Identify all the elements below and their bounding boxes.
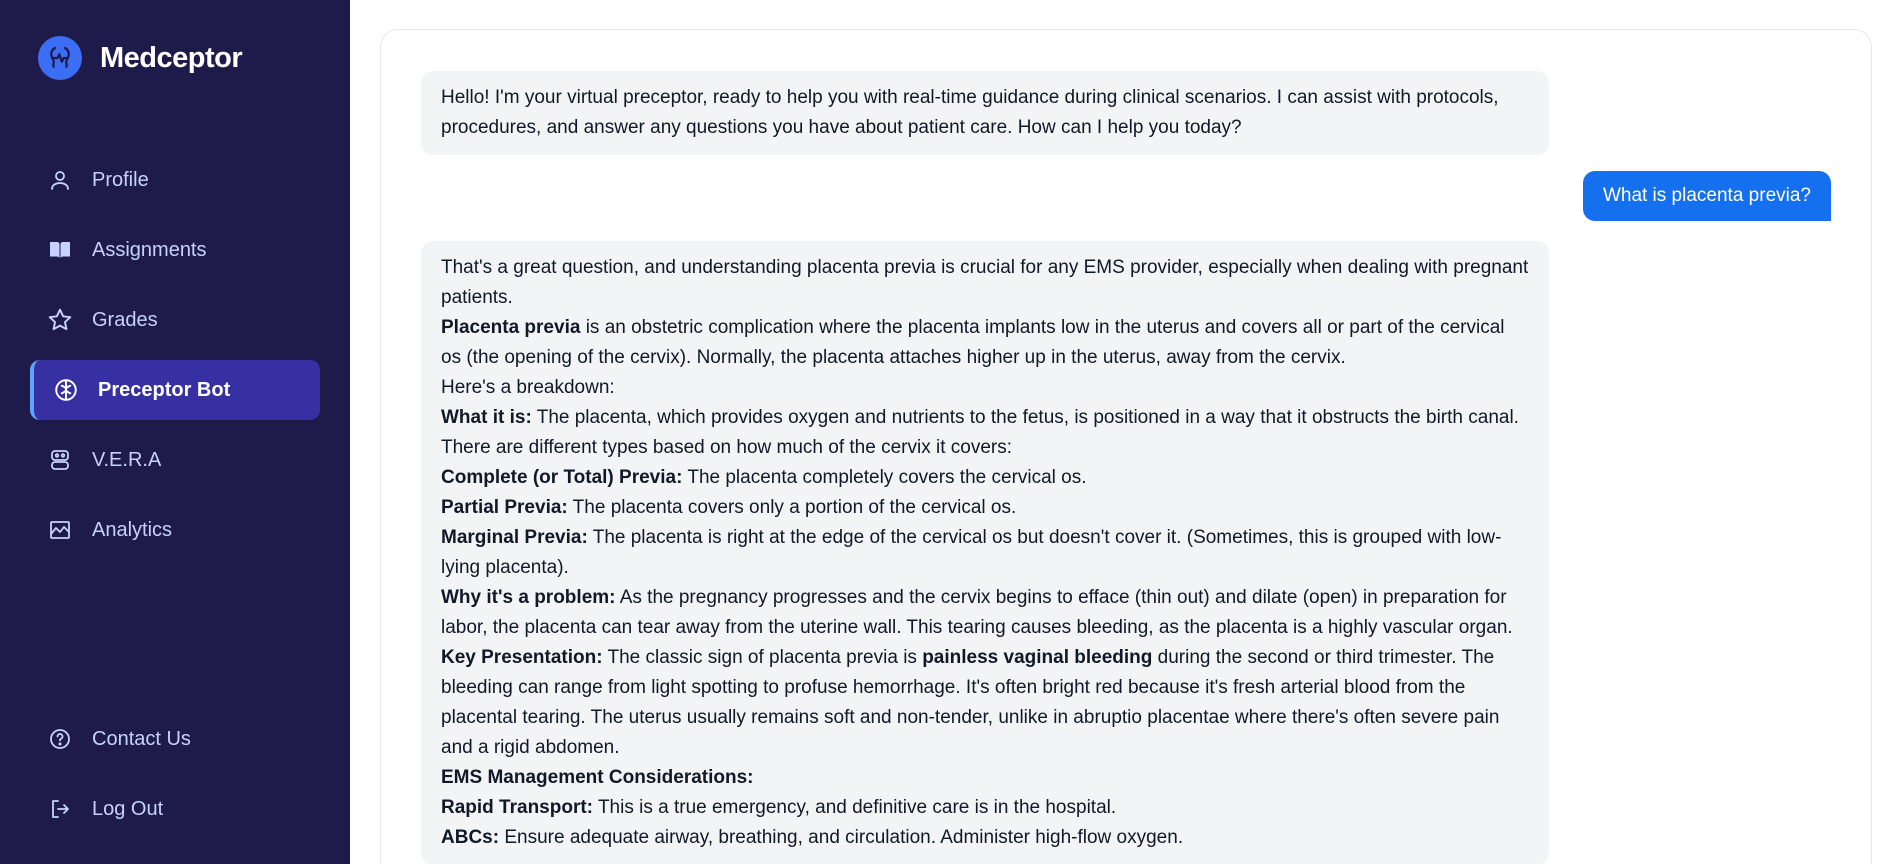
- response-text: Ensure adequate airway, breathing, and circulation. Administer high-flow oxygen.: [499, 827, 1184, 848]
- response-why-problem: [441, 583, 1529, 643]
- sidebar-item-log-out[interactable]: [30, 779, 320, 839]
- sidebar-footer-label: Contact Us: [92, 727, 191, 750]
- response-text: The classic sign of placenta previa is: [602, 647, 923, 668]
- response-what-it-is: [441, 403, 1529, 463]
- sidebar-item-profile[interactable]: [30, 150, 320, 210]
- robot-icon: [46, 446, 74, 474]
- sidebar-item-vera[interactable]: [30, 430, 320, 490]
- bold-label: Rapid Transport:: [441, 797, 594, 818]
- main-content: [350, 0, 1893, 864]
- response-text: The placenta completely covers the cervical os.: [682, 467, 1087, 488]
- bot-message-text: Hello! I'm your virtual preceptor, ready to help you with real-time guidance during clinical scenarios. I can assist with protocols, procedures, and answer any questions you have about patient care. How can I help you today?: [441, 87, 1499, 138]
- response-abcs: [441, 823, 1529, 853]
- response-text: The placenta, which provides oxygen and nutrients to the fetus, is positioned in a way that it obstructs the birth canal. There are different types based on how much of the cervix it covers:: [441, 407, 1519, 458]
- book-icon: [46, 236, 74, 264]
- response-complete-previa: [441, 463, 1529, 493]
- sidebar-item-label: Grades: [92, 308, 158, 331]
- bold-label: Why it's a problem:: [441, 587, 616, 608]
- help-circle-icon: [46, 725, 74, 753]
- response-text: This is a true emergency, and definitive care is in the hospital.: [593, 797, 1117, 818]
- response-text: is an obstetric complication where the placenta implants low in the uterus and covers all or part of the cervical os (the opening of the cervix). Normally, the placenta attaches higher up in the uterus, away from the cervix.: [441, 317, 1505, 368]
- star-icon: [46, 306, 74, 334]
- sidebar-item-grades[interactable]: [30, 290, 320, 350]
- brand-name: Medceptor: [100, 41, 243, 74]
- logout-icon: [46, 795, 74, 823]
- response-text: The placenta is right at the edge of the cervical os but doesn't cover it. (Sometimes, this is grouped with low-lying placenta).: [441, 527, 1502, 578]
- sidebar-item-assignments[interactable]: [30, 220, 320, 280]
- bold-label: Marginal Previa:: [441, 527, 588, 548]
- bold-label: EMS Management Considerations:: [441, 767, 754, 788]
- response-text: As the pregnancy progresses and the cervix begins to efface (thin out) and dilate (open) in preparation for labor, the placenta can tear away from the uterine wall. This tearing causes bleeding, as the placenta is a highly vascular organ.: [441, 587, 1513, 638]
- sidebar-item-label: Analytics: [92, 518, 173, 541]
- user-icon: [46, 166, 74, 194]
- bold-term: Placenta previa: [441, 317, 581, 338]
- chat-panel[interactable]: [380, 29, 1872, 864]
- sidebar-footer-label: Log Out: [92, 797, 164, 820]
- sidebar-item-label: Assignments: [92, 238, 207, 261]
- sidebar-item-label: V.E.R.A: [92, 448, 162, 471]
- sidebar-item-label: Preceptor Bot: [98, 378, 231, 401]
- response-text: during the second or third trimester. The bleeding can range from light spotting to profuse hemorrhage. It's often bright red because it's fresh arterial blood from the placental tearing. The uterus usually remains soft and non-tender, unlike in abruptio placentae where there's often severe pain and a rigid abdomen.: [441, 647, 1500, 758]
- bold-label: What it is:: [441, 407, 532, 428]
- response-marginal-previa: [441, 523, 1529, 583]
- heartbeat-logo-icon: [38, 36, 82, 80]
- user-message: [1583, 171, 1831, 221]
- brand[interactable]: [38, 36, 242, 80]
- response-ems-heading: [441, 763, 1529, 793]
- bold-label: ABCs:: [441, 827, 500, 848]
- response-breakdown: Here's a breakdown:: [441, 377, 615, 398]
- response-key-presentation: [441, 643, 1529, 763]
- sidebar: [0, 0, 350, 864]
- sidebar-item-contact-us[interactable]: [30, 709, 320, 769]
- response-text: The placenta covers only a portion of the cervical os.: [567, 497, 1017, 518]
- sidebar-item-label: Profile: [92, 168, 149, 191]
- bold-label: Key Presentation:: [441, 647, 603, 668]
- bold-label: Complete (or Total) Previa:: [441, 467, 683, 488]
- bold-label: Partial Previa:: [441, 497, 568, 518]
- response-rapid-transport: [441, 793, 1529, 823]
- response-partial-previa: [441, 493, 1529, 523]
- bold-term: painless vaginal bleeding: [922, 647, 1153, 668]
- chart-icon: [46, 516, 74, 544]
- sidebar-item-analytics[interactable]: [30, 500, 320, 560]
- response-intro: That's a great question, and understanding placenta previa is crucial for any EMS provider, especially when dealing with pregnant patients.: [441, 257, 1529, 308]
- brain-icon: [52, 376, 80, 404]
- bot-response: [421, 241, 1549, 864]
- response-definition: [441, 313, 1529, 373]
- user-message-text: What is placenta previa?: [1602, 185, 1811, 206]
- bot-message: [421, 71, 1549, 155]
- sidebar-item-preceptor-bot[interactable]: [30, 360, 320, 420]
